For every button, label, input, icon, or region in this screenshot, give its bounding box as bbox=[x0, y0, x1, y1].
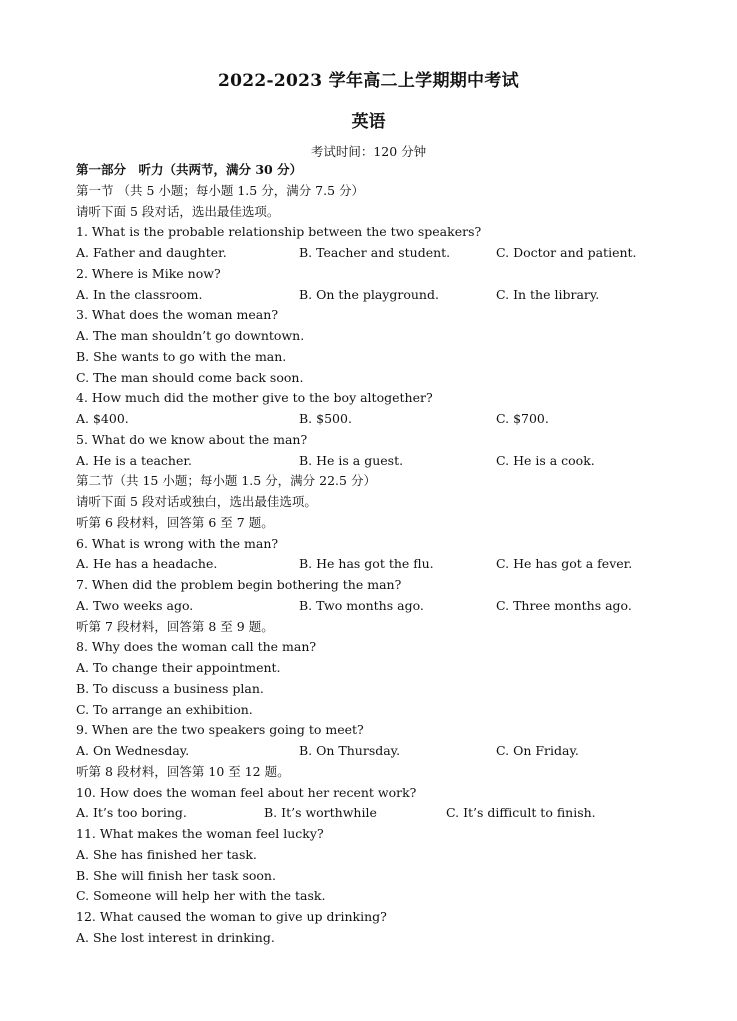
option-c: C. Doctor and patient. bbox=[496, 245, 637, 260]
section1-instruction: 请听下面 5 段对话，选出最佳选项。 bbox=[76, 203, 280, 219]
option-a: A. She lost interest in drinking. bbox=[76, 929, 275, 945]
option-c: C. He is a cook. bbox=[496, 452, 595, 468]
option-c: C. He has got a fever. bbox=[496, 556, 633, 572]
question-6: 6. What is wrong with the man? bbox=[76, 535, 279, 551]
option-c: C. In the library. bbox=[496, 286, 600, 302]
option-b: B. On Thursday. bbox=[299, 743, 401, 758]
option-b: B. On the playground. bbox=[299, 286, 439, 302]
option-a: A. Father and daughter. bbox=[76, 245, 227, 260]
option-b: B. Two months ago. bbox=[299, 597, 424, 613]
option-a: A. She has finished her task. bbox=[76, 846, 257, 862]
section1-title: 第一节 （共 5 小题；每小题 1.5 分，满分 7.5 分） bbox=[76, 182, 365, 198]
option-b: B. To discuss a business plan. bbox=[76, 680, 264, 696]
option-b: B. She will finish her task soon. bbox=[76, 867, 276, 883]
option-b: B. It’s worthwhile bbox=[264, 805, 377, 821]
option-c: C. Three months ago. bbox=[496, 597, 632, 613]
question-5-options bbox=[76, 451, 716, 472]
option-a: A. In the classroom. bbox=[76, 286, 203, 302]
option-c: C. $700. bbox=[496, 411, 549, 426]
subject-heading: 英语 bbox=[351, 112, 386, 132]
option-b: B. He is a guest. bbox=[299, 452, 404, 468]
option-a: A. Two weeks ago. bbox=[76, 597, 194, 613]
option-c: C. To arrange an exhibition. bbox=[76, 701, 253, 717]
option-a: A. He has a headache. bbox=[76, 556, 218, 572]
exam-content bbox=[76, 160, 716, 949]
question-9-options bbox=[76, 741, 716, 762]
question-4-options bbox=[76, 409, 716, 430]
question-1: 1. What is the probable relationship between the two speakers? bbox=[76, 224, 482, 240]
option-a: A. The man shouldn’t go downtown. bbox=[76, 328, 305, 343]
option-a: A. He is a teacher. bbox=[76, 452, 192, 468]
question-9: 9. When are the two speakers going to meet? bbox=[76, 722, 364, 738]
section2-title: 第二节（共 15 小题；每小题 1.5 分，满分 22.5 分） bbox=[76, 473, 376, 489]
question-12: 12. What caused the woman to give up drinking? bbox=[76, 909, 387, 924]
question-6-options bbox=[76, 554, 716, 575]
question-1-options bbox=[76, 243, 716, 264]
option-a: A. To change their appointment. bbox=[76, 660, 281, 675]
question-7-options bbox=[76, 596, 716, 617]
question-10-options bbox=[76, 803, 716, 824]
question-10: 10. How does the woman feel about her recent work? bbox=[76, 784, 417, 800]
question-3: 3. What does the woman mean? bbox=[76, 307, 279, 323]
option-a: A. On Wednesday. bbox=[76, 743, 190, 758]
material-8-heading: 听第 8 段材料，回答第 10 至 12 题。 bbox=[76, 763, 290, 779]
option-c: C. The man should come back soon. bbox=[76, 369, 304, 385]
question-8: 8. Why does the woman call the man? bbox=[76, 639, 317, 655]
section2-instruction: 请听下面 5 段对话或独白，选出最佳选项。 bbox=[76, 494, 317, 509]
material-7-heading: 听第 7 段材料，回答第 8 至 9 题。 bbox=[76, 618, 274, 634]
material-6-heading: 听第 6 段材料，回答第 6 至 7 题。 bbox=[76, 514, 274, 530]
question-2: 2. Where is Mike now? bbox=[76, 265, 221, 281]
option-b: B. Teacher and student. bbox=[299, 245, 451, 260]
option-b: B. He has got the flu. bbox=[299, 556, 434, 572]
part1-title: 第一部分 听力（共两节，满分 30 分） bbox=[76, 162, 303, 177]
question-2-options bbox=[76, 285, 716, 306]
question-7: 7. When did the problem begin bothering the man? bbox=[76, 577, 402, 592]
option-b: B. $500. bbox=[299, 411, 352, 426]
option-c: C. It’s difficult to finish. bbox=[446, 805, 596, 821]
question-4: 4. How much did the mother give to the boy altogether? bbox=[76, 390, 433, 406]
question-11: 11. What makes the woman feel lucky? bbox=[76, 826, 324, 841]
option-b: B. She wants to go with the man. bbox=[76, 348, 287, 364]
option-a: A. $400. bbox=[76, 411, 129, 426]
option-c: C. Someone will help her with the task. bbox=[76, 888, 326, 904]
exam-title: 2022-2023 学年高二上学期期中考试 bbox=[218, 71, 519, 91]
option-c: C. On Friday. bbox=[496, 743, 579, 758]
option-a: A. It’s too boring. bbox=[76, 805, 187, 821]
question-5: 5. What do we know about the man? bbox=[76, 431, 308, 447]
exam-time: 考试时间：120 分钟 bbox=[310, 144, 427, 159]
